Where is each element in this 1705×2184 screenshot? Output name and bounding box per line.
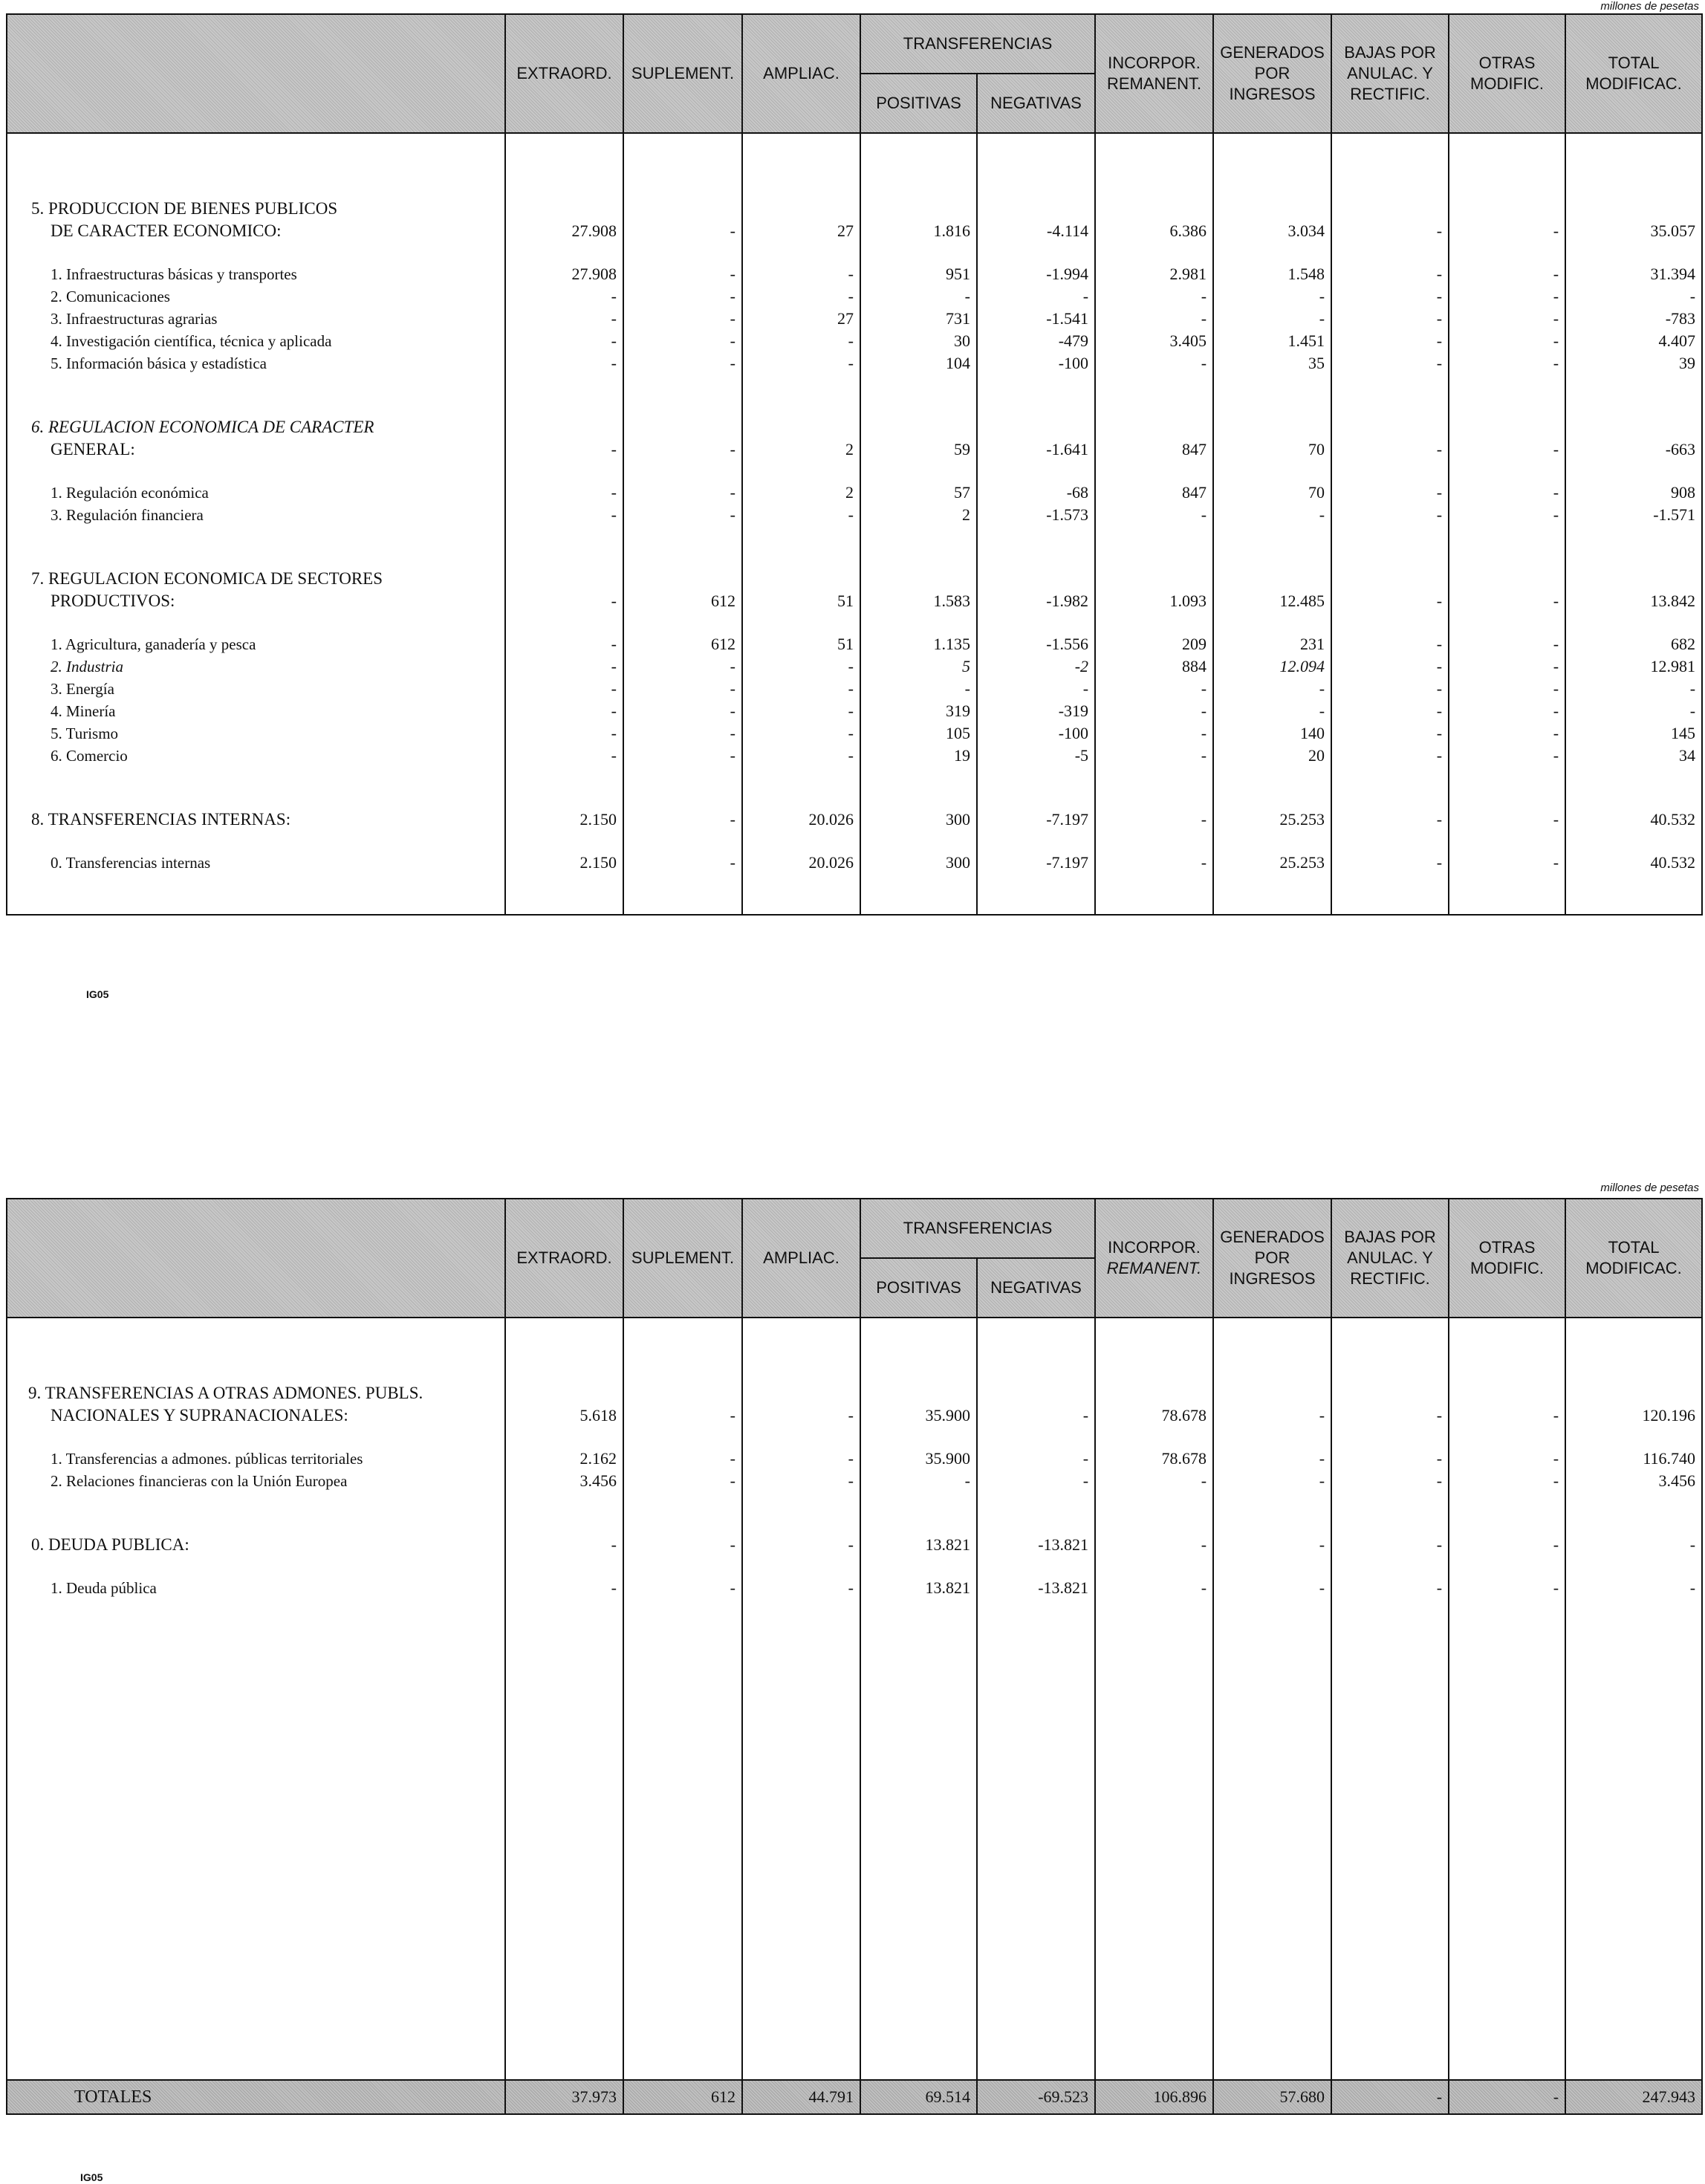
table-row: 3. Infraestructuras agrarias - - 27 731 -1.541 - - - - -783 [7,306,1702,328]
col-suplement: SUPLEMENT. [623,1199,742,1318]
unit-label: millones de pesetas [1600,0,1699,13]
col-otras: OTRAS MODIFIC. [1449,1199,1565,1318]
table-row: 6. Comercio - - - 19 -5 - 20 - - 34 [7,743,1702,765]
page-code: IG05 [80,2171,103,2183]
col-total: TOTAL MODIFICAC. [1565,1199,1702,1318]
group-row: 6. REGULACION ECONOMICA DE CARACTER [7,415,1702,437]
table-row: 1. Transferencias a admones. públicas territoriales 2.162 - - 35.900 - 78.678 - - - 116.740 [7,1446,1702,1468]
col-incorpor: INCORPOR. REMANENT. [1095,14,1213,133]
page-code: IG05 [86,988,109,1000]
group-row: 5. PRODUCCION DE BIENES PUBLICOS [7,196,1702,218]
header-blank [7,1199,505,1318]
group-total-row: NACIONALES Y SUPRANACIONALES: 5.618 - - 35.900 - 78.678 - - - 120.196 [7,1403,1702,1425]
group-total-row: PRODUCTIVOS: - 612 51 1.583 -1.982 1.093 12.485 - - 13.842 [7,589,1702,611]
group-row: 9. TRANSFERENCIAS A OTRAS ADMONES. PUBLS. [7,1381,1702,1403]
col-negativas: NEGATIVAS [977,1258,1095,1318]
table-row: 2. Comunicaciones - - - - - - - - - - [7,284,1702,306]
totals-row: TOTALES 37.973 612 44.791 69.514 -69.523 106.896 57.680 - - 247.943 [7,2080,1702,2114]
budget-table-1 [6,13,1703,916]
col-incorpor: INCORPOR. REMANENT. [1095,1199,1213,1318]
table-row: 1. Regulación económica - - 2 57 -68 847 70 - - 908 [7,480,1702,502]
col-extraord: EXTRAORD. [505,1199,623,1318]
group-total-row: 8. TRANSFERENCIAS INTERNAS: 2.150 - 20.026 300 -7.197 - 25.253 - - 40.532 [7,807,1702,829]
col-positivas: POSITIVAS [860,1258,977,1318]
group-total-row: GENERAL: - - 2 59 -1.641 847 70 - - -663 [7,437,1702,459]
group-row: 7. REGULACION ECONOMICA DE SECTORES [7,566,1702,589]
table-row: 0. Transferencias internas 2.150 - 20.026 300 -7.197 - 25.253 - - 40.532 [7,850,1702,872]
col-ampliac: AMPLIAC. [742,1199,860,1318]
col-transferencias: TRANSFERENCIAS [860,1199,1095,1258]
unit-label: millones de pesetas [1600,1182,1699,1194]
col-total: TOTAL MODIFICAC. [1565,14,1702,133]
table-row: 4. Minería - - - 319 -319 - - - - - [7,699,1702,721]
col-transferencias: TRANSFERENCIAS [860,14,1095,74]
table-row: 2. Industria - - - 5 -2 884 12.094 - - 12.981 [7,654,1702,676]
group-total-row: 0. DEUDA PUBLICA: - - - 13.821 -13.821 - - - - - [7,1532,1702,1555]
group-total-row: DE CARACTER ECONOMICO: 27.908 - 27 1.816 -4.114 6.386 3.034 - - 35.057 [7,218,1702,241]
table-row: 5. Información básica y estadística - - - 104 -100 - 35 - - 39 [7,351,1702,373]
table-row: 1. Infraestructuras básicas y transportes 27.908 - - 951 -1.994 2.981 1.548 - - 31.394 [7,262,1702,284]
col-ampliac: AMPLIAC. [742,14,860,133]
table-row: 5. Turismo - - - 105 -100 - 140 - - 145 [7,721,1702,743]
col-generados: GENERADOS POR INGRESOS [1213,14,1331,133]
col-otras: OTRAS MODIFIC. [1449,14,1565,133]
table-row: 2. Relaciones financieras con la Unión Europea 3.456 - - - - - - - - 3.456 [7,1468,1702,1491]
col-extraord: EXTRAORD. [505,14,623,133]
table-row: 4. Investigación científica, técnica y aplicada - - - 30 -479 3.405 1.451 - - 4.407 [7,328,1702,351]
header-blank [7,14,505,133]
col-bajas: BAJAS POR ANULAC. Y RECTIFIC. [1331,1199,1449,1318]
table-row: 3. Energía - - - - - - - - - - [7,676,1702,699]
budget-table-2 [6,1198,1703,2115]
col-suplement: SUPLEMENT. [623,14,742,133]
col-positivas: POSITIVAS [860,74,977,133]
col-bajas: BAJAS POR ANULAC. Y RECTIFIC. [1331,14,1449,133]
table-row: 1. Deuda pública - - - 13.821 -13.821 - - - - - [7,1575,1702,1598]
table-row: 1. Agricultura, ganadería y pesca - 612 51 1.135 -1.556 209 231 - - 682 [7,632,1702,654]
col-negativas: NEGATIVAS [977,74,1095,133]
col-generados: GENERADOS POR INGRESOS [1213,1199,1331,1318]
table-row: 3. Regulación financiera - - - 2 -1.573 - - - - -1.571 [7,502,1702,525]
